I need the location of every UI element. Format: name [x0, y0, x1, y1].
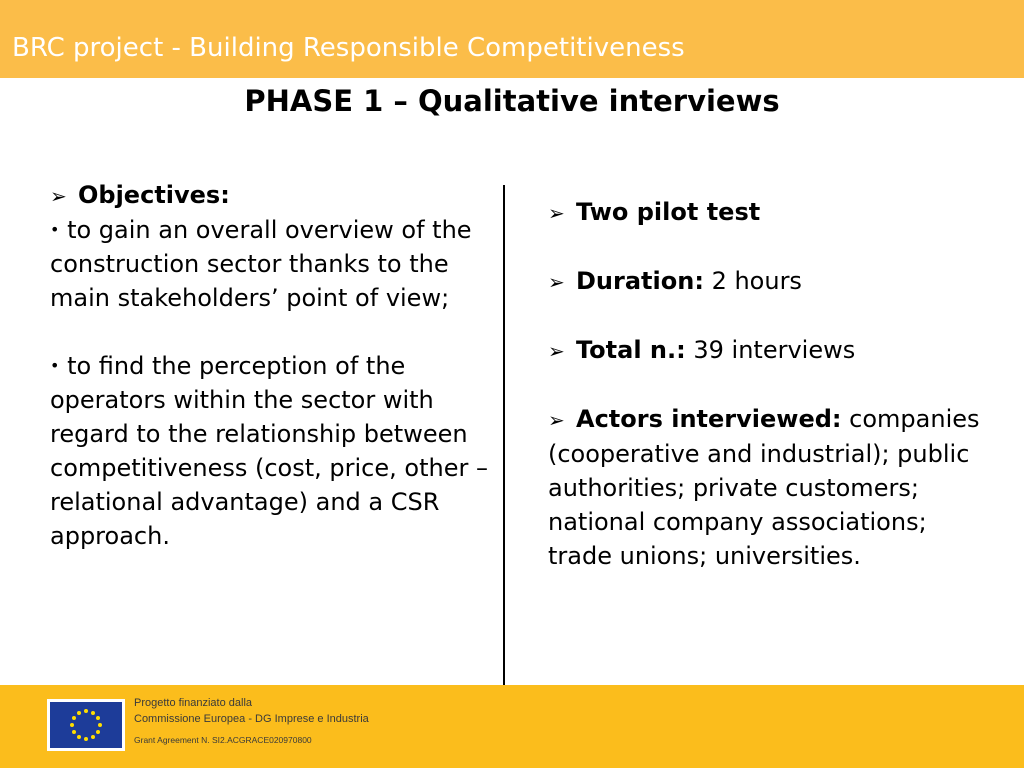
eu-stars-icon [50, 702, 122, 748]
footer-grant-line: Grant Agreement N. SI2.ACGRACE020970800 [134, 735, 312, 745]
details-column [548, 195, 988, 607]
bullet-icon: • [50, 356, 60, 375]
pilot-item [548, 195, 988, 230]
duration-label: Duration: [576, 267, 704, 295]
objectives-heading: Objectives: [78, 181, 230, 209]
footer-funding-line: Progetto finanziato dalla [134, 697, 253, 709]
objectives-column [50, 178, 490, 553]
duration-value: 2 hours [711, 267, 802, 295]
column-divider [503, 185, 505, 685]
arrow-bullet-icon: ➢ [50, 184, 67, 208]
actors-item [548, 402, 988, 573]
arrow-bullet-icon: ➢ [548, 270, 565, 294]
arrow-bullet-icon: ➢ [548, 408, 565, 432]
total-item [548, 333, 988, 368]
slide-title: PHASE 1 – Qualitative interviews [244, 84, 780, 118]
pilot-label: Two pilot test [576, 198, 761, 226]
eu-flag-icon [47, 699, 125, 751]
header-title: BRC project - Building Responsible Competitiveness [12, 33, 685, 63]
arrow-bullet-icon: ➢ [548, 339, 565, 363]
bullet-icon: • [50, 220, 60, 239]
duration-item [548, 264, 988, 299]
total-value: 39 interviews [693, 336, 856, 364]
arrow-bullet-icon: ➢ [548, 201, 565, 225]
actors-label: Actors interviewed: [576, 405, 842, 433]
footer-commission-line: Commissione Europea - DG Imprese e Industria [134, 713, 369, 725]
objective-item [50, 349, 490, 553]
total-label: Total n.: [576, 336, 686, 364]
objective-text: to find the perception of the operators within the sector with regard to the relationship between competitiveness (cost, price, other – relational advantage) and a CSR approach. [50, 352, 488, 550]
objectives-heading-row [50, 178, 490, 213]
objective-item [50, 213, 490, 315]
objective-text: to gain an overall overview of the construction sector thanks to the main stakeholders’ point of view; [50, 216, 472, 312]
actors-value: companies (cooperative and industrial); public authorities; private customers; national company associations; trade unions; universities. [548, 405, 980, 570]
